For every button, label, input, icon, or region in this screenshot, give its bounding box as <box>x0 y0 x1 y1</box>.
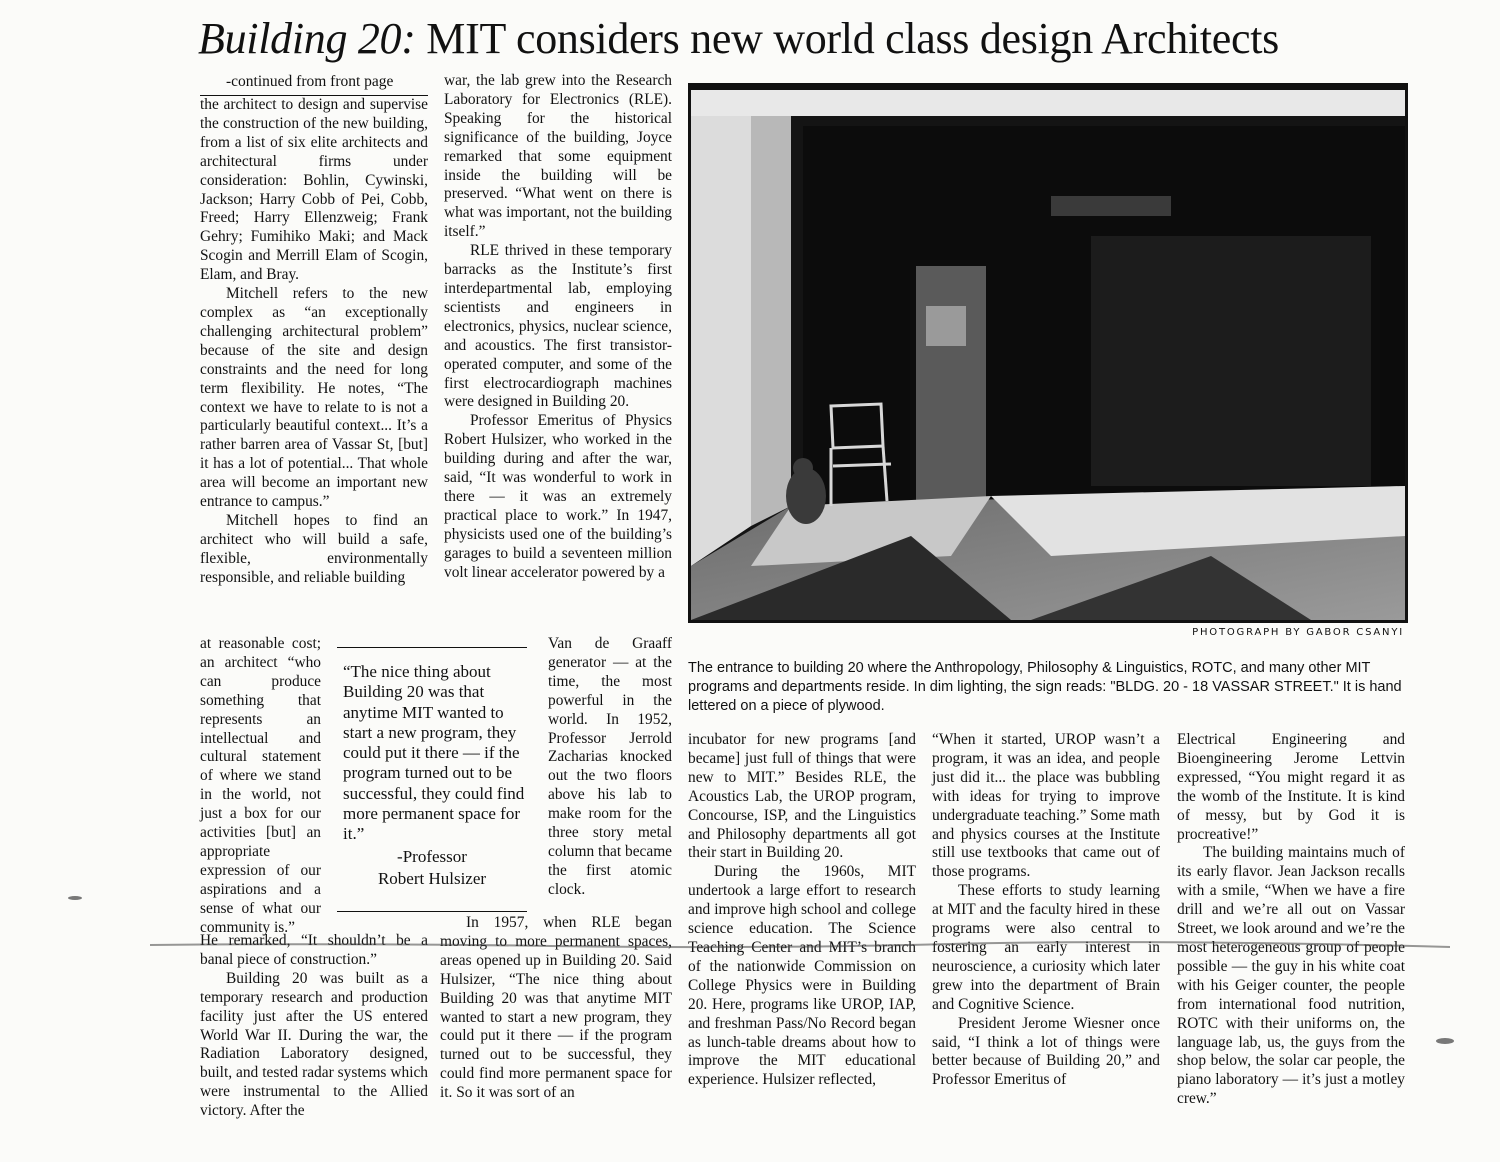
column-2-bottom <box>440 914 672 1103</box>
column-2-narrow <box>548 635 672 900</box>
column-3 <box>688 731 916 1090</box>
pull-quote <box>337 647 527 912</box>
col5-para-2: The building maintains much of its early flavor. Jean Jackson recalls with a smile, “When we have a fire drill and we’re all out on Vassar Street, we look around and we’re the most heterogeneous group of people possible — the guy in his white coat with his Geiger counter, the people from international food nutrition, ROTC with their uniforms on, the language lab, us, the guys from the shop below, the solar car people, the piano laboratory — it’s just a motley crew.” <box>1177 844 1405 1108</box>
col2-para-3: Professor Emeritus of Physics Robert Hulsizer, who worked in the building during and after the war, said, “It was wonderful to work in there — it was an extremely practical place to work.” In 1947, physicists used one of the building’s garages to build a seventeen million volt linear accelerator powered by a <box>444 412 672 581</box>
col1-para-3-cont: at reasonable cost; an architect “who can produce something that represents an intellectual and cultural statement of where we stand in the world, not just a box for our activities [but] an appropriate expression of our aspirations and a sense of what our community is.” <box>200 635 321 936</box>
column-1-top <box>200 72 428 588</box>
col4-para-2: These efforts to study learning at MIT and the faculty hired in these programs were also central to fostering an early interest in neuroscience, a curiosity which later grew into the department of Brain and Cognitive Science. <box>932 882 1160 1013</box>
col1-para-2: Mitchell refers to the new complex as “an exceptionally challenging architectural problem” because of the site and design constraints and the need for long term flexibility. He notes, “The context we have to relate to is not a particularly beautiful context... It’s a rather barren area of Vassar St, [but] it has a lot of potential... That whole area will become an important new entrance to campus.” <box>200 285 428 511</box>
headline <box>198 12 1428 66</box>
column-4 <box>932 731 1160 1090</box>
column-2-top <box>444 72 672 582</box>
col2-para-4: In 1957, when RLE began moving to more permanent spaces, areas opened up in Building 20. Said Hulsizer, “The nice thing about Building 20 was that anytime MIT wanted to start a new program, they could put it there — if the program turned out to be successful, they could find more permanent space for it. So it was sort of an <box>440 914 672 1102</box>
col2-para-1: war, the lab grew into the Research Laboratory for Electronics (RLE). Speaking for the historical significance of the building, Joyce remarked that some equipment inside the building will be preserved. “What went on there is what was important, not the building itself.” <box>444 72 672 241</box>
col1-para-3-end: He remarked, “It shouldn’t be a banal piece of construction.” <box>200 932 428 968</box>
column-1-narrow <box>200 635 321 938</box>
col4-para-1: “When it started, UROP wasn’t a program, it was an idea, and people just did it... the place was bubbling with ideas for trying to improve undergraduate teaching.” Some math and physics courses at the Institute still use textbooks that came out of those programs. <box>932 731 1160 881</box>
column-1-bottom <box>200 932 428 1121</box>
column-5 <box>1177 731 1405 1109</box>
photo-caption: The entrance to building 20 where the Anthropology, Philosophy & Linguistics, ROTC, and many other MIT programs and departments reside. In dim lighting, the sign reads: "BLDG. 20 - 18 VASSAR STREET." It is hand lettered on a piece of plywood. <box>688 660 1402 714</box>
headline-rest: MIT considers new world class design Architects <box>415 14 1279 63</box>
col4-para-3: President Jerome Wiesner once said, “I think a lot of things were better because of Building 20,” and Professor Emeritus of <box>932 1014 1160 1089</box>
col1-para-4: Building 20 was built as a temporary research and production facility just after the US entered World War II. During the war, the Radiation Laboratory designed, built, and tested radar systems which were instrumental to the Allied victory. After the <box>200 969 428 1120</box>
scan-smudge-right <box>1436 1038 1454 1044</box>
col2-para-3-cont: Van de Graaff generator — at the time, the most powerful in the world. In 1952, Professor Jerrold Zacharias knocked out the two floors above his lab to make room for the three story metal column that became the first atomic clock. <box>548 635 672 898</box>
col3-para-2: During the 1960s, MIT undertook a large effort to research and improve high school and college science education. The Science Teaching Center and MIT’s branch of the nationwide Commission on College Physics were in Building 20. Here, programs like UROP, IAP, and freshman Pass/No Record began as lunch-table dreams about how to improve the MIT educational experience. Hulsizer reflected, <box>688 863 916 1089</box>
pull-quote-attribution-name: Robert Hulsizer <box>377 868 487 888</box>
col1-para-1: the architect to design and supervise the construction of the new building, from a list of six elite architects and architectural firms under consideration: Bohlin, Cywinski, Jackson; Harry Cobb of Pei, Cobb, Freed; Harry Ellenzweig; Frank Gehry; Fumihiko Maki; and Mack Scogin and Merrill Elam of Scogin, Elam, and Bray. <box>200 96 428 284</box>
continued-note: -continued from front page <box>200 72 428 96</box>
pull-quote-attribution-title: -Professor <box>397 846 467 866</box>
col5-para-1: Electrical Engineering and Bioengineering Jerome Lettvin expressed, “You might regard it as the womb of the Institute. It is kind of messy, but by God it is procreative!” <box>1177 731 1405 843</box>
photo-illustration <box>691 86 1405 620</box>
col3-para-1: incubator for new programs [and became] just full of things that were new to MIT.” Besides RLE, the Acoustics Lab, the UROP program, Concourse, ISP, and the Linguistics and Philosophy departments all got their start in Building 20. <box>688 731 916 862</box>
photo-credit: PHOTOGRAPH BY GABOR CSANYI <box>1192 627 1404 638</box>
headline-italic: Building 20: <box>198 14 416 63</box>
col1-para-3: Mitchell hopes to find an architect who will build a safe, flexible, environmentally responsible, and reliable building <box>200 511 428 586</box>
scan-smudge-left <box>68 896 82 900</box>
col2-para-2: RLE thrived in these temporary barracks as the Institute’s first interdepartmental lab, employing scientists and engineers in electronics, physics, nuclear science, and acoustics. The first transistor-operated computer, and some of the first electrocardiograph machines were designed in Building 20. <box>444 242 672 411</box>
building-entrance-photo <box>688 83 1408 623</box>
pull-quote-text: “The nice thing about Building 20 was that anytime MIT wanted to start a new program, they could put it there — if the program turned out to be successful, they could find more permanent space for it.” <box>343 662 525 844</box>
